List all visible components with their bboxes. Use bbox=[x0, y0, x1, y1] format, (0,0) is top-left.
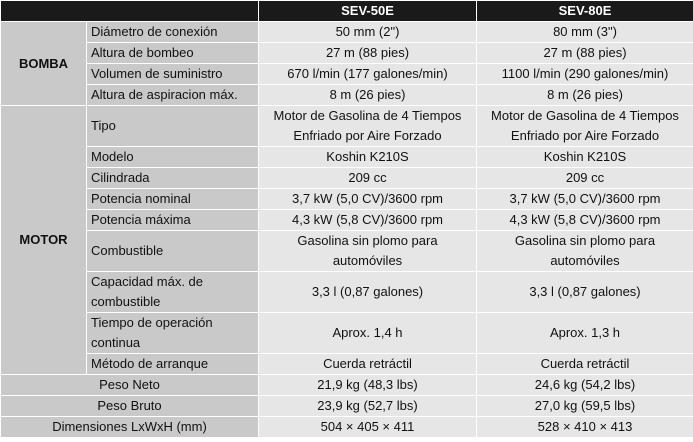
value-model-b: 8 m (26 pies) bbox=[477, 85, 693, 106]
table-row bbox=[1, 272, 693, 313]
table-row bbox=[1, 189, 693, 210]
row-label: Altura de aspiracion máx. bbox=[87, 85, 259, 106]
row-label: Método de arranque bbox=[87, 354, 259, 375]
row-label: Potencia nominal bbox=[87, 189, 259, 210]
value-model-b: Gasolina sin plomo para automóviles bbox=[477, 231, 693, 272]
row-label: Tipo bbox=[87, 106, 259, 147]
value-model-a: 3,3 l (0,87 galones) bbox=[259, 272, 477, 313]
value-model-b: Cuerda retráctil bbox=[477, 354, 693, 375]
header-model-a: SEV-50E bbox=[259, 1, 477, 22]
table-row bbox=[1, 375, 693, 396]
value-model-a: Koshin K210S bbox=[259, 147, 477, 168]
row-label: Volumen de suministro bbox=[87, 64, 259, 85]
value-model-b: Aprox. 1,3 h bbox=[477, 313, 693, 354]
row-label: Combustible bbox=[87, 231, 259, 272]
value-model-b: 27,0 kg (59,5 lbs) bbox=[477, 396, 693, 417]
row-label: Altura de bombeo bbox=[87, 43, 259, 64]
row-label: Tiempo de operación continua bbox=[87, 313, 259, 354]
table-row bbox=[1, 106, 693, 147]
row-label: Peso Bruto bbox=[1, 396, 259, 417]
table-row bbox=[1, 147, 693, 168]
row-label: Potencia máxima bbox=[87, 210, 259, 231]
row-label: Dimensiones LxWxH (mm) bbox=[1, 417, 259, 438]
value-model-b: 3,3 l (0,87 galones) bbox=[477, 272, 693, 313]
table-row bbox=[1, 417, 693, 438]
table-row bbox=[1, 396, 693, 417]
table-row bbox=[1, 85, 693, 106]
table-row bbox=[1, 313, 693, 354]
table-row bbox=[1, 231, 693, 272]
value-model-b: 209 cc bbox=[477, 168, 693, 189]
table-row bbox=[1, 168, 693, 189]
row-label: Capacidad máx. de combustible bbox=[87, 272, 259, 313]
table-row bbox=[1, 354, 693, 375]
value-model-a: 8 m (26 pies) bbox=[259, 85, 477, 106]
value-model-a: 21,9 kg (48,3 lbs) bbox=[259, 375, 477, 396]
value-model-a: 504 × 405 × 411 bbox=[259, 417, 477, 438]
value-model-b: 80 mm (3") bbox=[477, 22, 693, 43]
table-row bbox=[1, 210, 693, 231]
row-label: Modelo bbox=[87, 147, 259, 168]
value-model-b: 27 m (88 pies) bbox=[477, 43, 693, 64]
table-row bbox=[1, 64, 693, 85]
value-model-b: 4,3 kW (5,8 CV)/3600 rpm bbox=[477, 210, 693, 231]
value-model-a: Gasolina sin plomo para automóviles bbox=[259, 231, 477, 272]
value-model-a: 3,7 kW (5,0 CV)/3600 rpm bbox=[259, 189, 477, 210]
value-model-a: Aprox. 1,4 h bbox=[259, 313, 477, 354]
table-row bbox=[1, 43, 693, 64]
value-model-b: 1100 l/min (290 galones/min) bbox=[477, 64, 693, 85]
value-model-a: 27 m (88 pies) bbox=[259, 43, 477, 64]
value-model-a: 209 cc bbox=[259, 168, 477, 189]
value-model-b: Motor de Gasolina de 4 Tiempos Enfriado por Aire Forzado bbox=[477, 106, 693, 147]
row-label: Diámetro de conexión bbox=[87, 22, 259, 43]
value-model-b: 24,6 kg (54,2 lbs) bbox=[477, 375, 693, 396]
row-label: Peso Neto bbox=[1, 375, 259, 396]
row-label: Cilindrada bbox=[87, 168, 259, 189]
group-label-motor: MOTOR bbox=[1, 106, 87, 375]
value-model-a: 670 l/min (177 galones/min) bbox=[259, 64, 477, 85]
value-model-a: 23,9 kg (52,7 lbs) bbox=[259, 396, 477, 417]
header-blank-cell bbox=[1, 1, 259, 22]
group-label-bomba: BOMBA bbox=[1, 22, 87, 106]
value-model-a: 50 mm (2") bbox=[259, 22, 477, 43]
value-model-a: Motor de Gasolina de 4 Tiempos Enfriado por Aire Forzado bbox=[259, 106, 477, 147]
value-model-b: Koshin K210S bbox=[477, 147, 693, 168]
header-model-b: SEV-80E bbox=[477, 1, 693, 22]
value-model-a: Cuerda retráctil bbox=[259, 354, 477, 375]
table-row bbox=[1, 22, 693, 43]
value-model-b: 528 × 410 × 413 bbox=[477, 417, 693, 438]
value-model-b: 3,7 kW (5,0 CV)/3600 rpm bbox=[477, 189, 693, 210]
table-header bbox=[1, 1, 693, 22]
value-model-a: 4,3 kW (5,8 CV)/3600 rpm bbox=[259, 210, 477, 231]
